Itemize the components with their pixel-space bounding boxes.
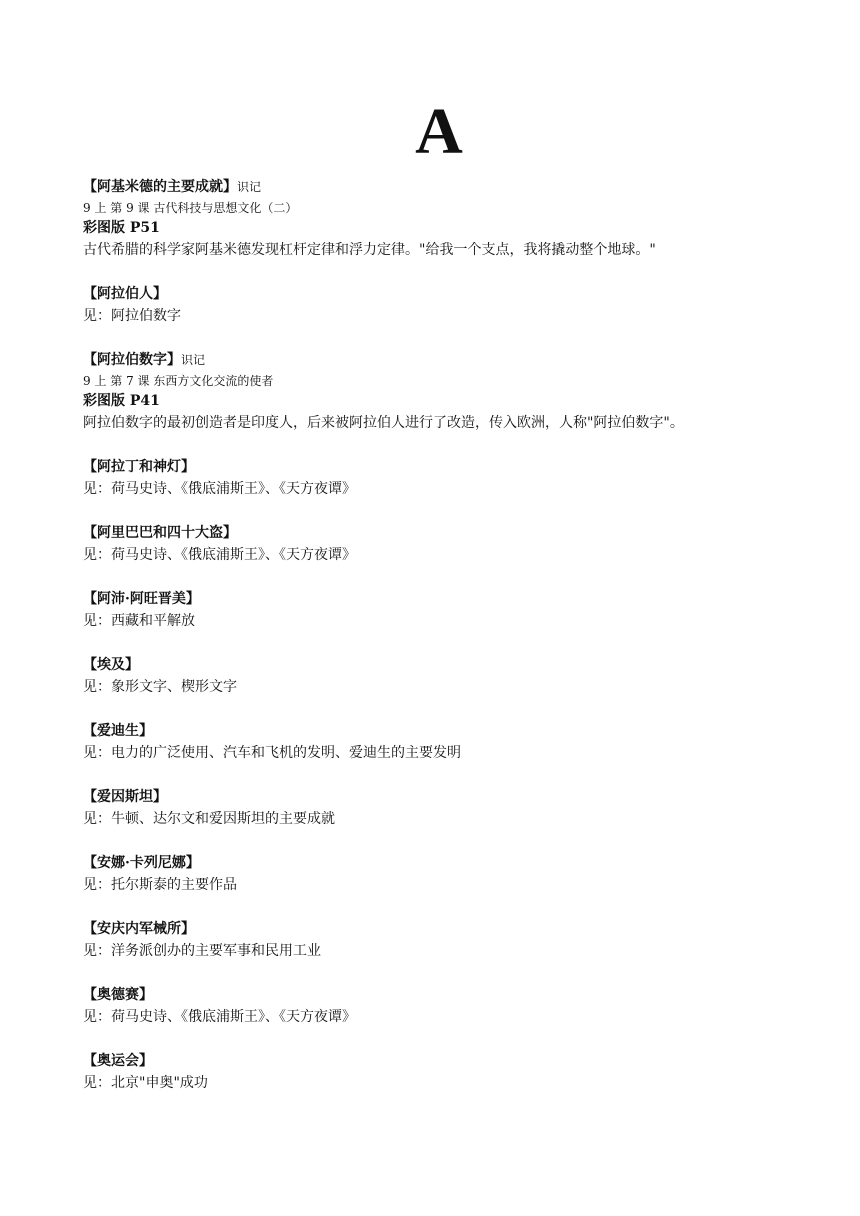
glossary-entry xyxy=(83,918,783,962)
entry-lesson: 9 上 第 9 课 古代科技与思想文化（二） xyxy=(83,201,298,215)
entry-title: 【阿拉伯数字】 xyxy=(83,352,181,368)
entry-body: 见：西藏和平解放 xyxy=(83,613,195,629)
entry-body: 见：荷马史诗、《俄底浦斯王》、《天方夜谭》 xyxy=(83,481,356,497)
glossary-entry xyxy=(83,1050,783,1094)
entry-body: 见：洋务派创办的主要军事和民用工业 xyxy=(83,943,321,959)
glossary-entry xyxy=(83,456,783,500)
entry-body: 阿拉伯数字的最初创造者是印度人，后来被阿拉伯人进行了改造，传入欧洲，人称"阿拉伯数字"。 xyxy=(83,415,684,431)
glossary-entry xyxy=(83,852,783,896)
entry-body: 见：荷马史诗、《俄底浦斯王》、《天方夜谭》 xyxy=(83,1009,356,1025)
entry-body: 古代希腊的科学家阿基米德发现杠杆定律和浮力定律。"给我一个支点，我将撬动整个地球。" xyxy=(83,242,656,258)
section-letter-heading: A xyxy=(415,95,463,168)
entry-title: 【阿里巴巴和四十大盗】 xyxy=(83,525,237,541)
entry-body: 见：象形文字、楔形文字 xyxy=(83,679,237,695)
entry-plate-ref: 彩图版 P51 xyxy=(83,220,160,236)
entry-title: 【爱迪生】 xyxy=(83,723,153,739)
entry-body: 见：托尔斯泰的主要作品 xyxy=(83,877,237,893)
glossary-page xyxy=(83,96,783,1094)
glossary-entry xyxy=(83,654,783,698)
entry-title: 【埃及】 xyxy=(83,657,139,673)
entry-tag: 识记 xyxy=(181,353,206,367)
entry-title: 【奥德赛】 xyxy=(83,987,153,1003)
entry-title: 【安庆内军械所】 xyxy=(83,921,195,937)
entry-title: 【阿拉伯人】 xyxy=(83,286,167,302)
entry-lesson: 9 上 第 7 课 东西方文化交流的使者 xyxy=(83,374,274,388)
glossary-entry xyxy=(83,176,783,261)
entry-body: 见：阿拉伯数字 xyxy=(83,308,181,324)
entry-body: 见：北京"申奥"成功 xyxy=(83,1075,208,1091)
entry-title: 【奥运会】 xyxy=(83,1053,153,1069)
entry-body: 见：牛顿、达尔文和爱因斯坦的主要成就 xyxy=(83,811,335,827)
glossary-entry xyxy=(83,786,783,830)
glossary-entry xyxy=(83,984,783,1028)
entry-title: 【安娜·卡列尼娜】 xyxy=(83,855,200,871)
glossary-entry xyxy=(83,283,783,327)
entry-title: 【阿沛·阿旺晋美】 xyxy=(83,591,200,607)
glossary-entry xyxy=(83,720,783,764)
glossary-entry xyxy=(83,588,783,632)
entry-body: 见：电力的广泛使用、汽车和飞机的发明、爱迪生的主要发明 xyxy=(83,745,461,761)
entry-body: 见：荷马史诗、《俄底浦斯王》、《天方夜谭》 xyxy=(83,547,356,563)
entry-plate-ref: 彩图版 P41 xyxy=(83,393,160,409)
entry-title: 【爱因斯坦】 xyxy=(83,789,167,805)
glossary-entry xyxy=(83,522,783,566)
entry-tag: 识记 xyxy=(237,180,262,194)
glossary-entry xyxy=(83,349,783,434)
entry-title: 【阿拉丁和神灯】 xyxy=(83,459,195,475)
entry-title: 【阿基米德的主要成就】 xyxy=(83,179,237,195)
